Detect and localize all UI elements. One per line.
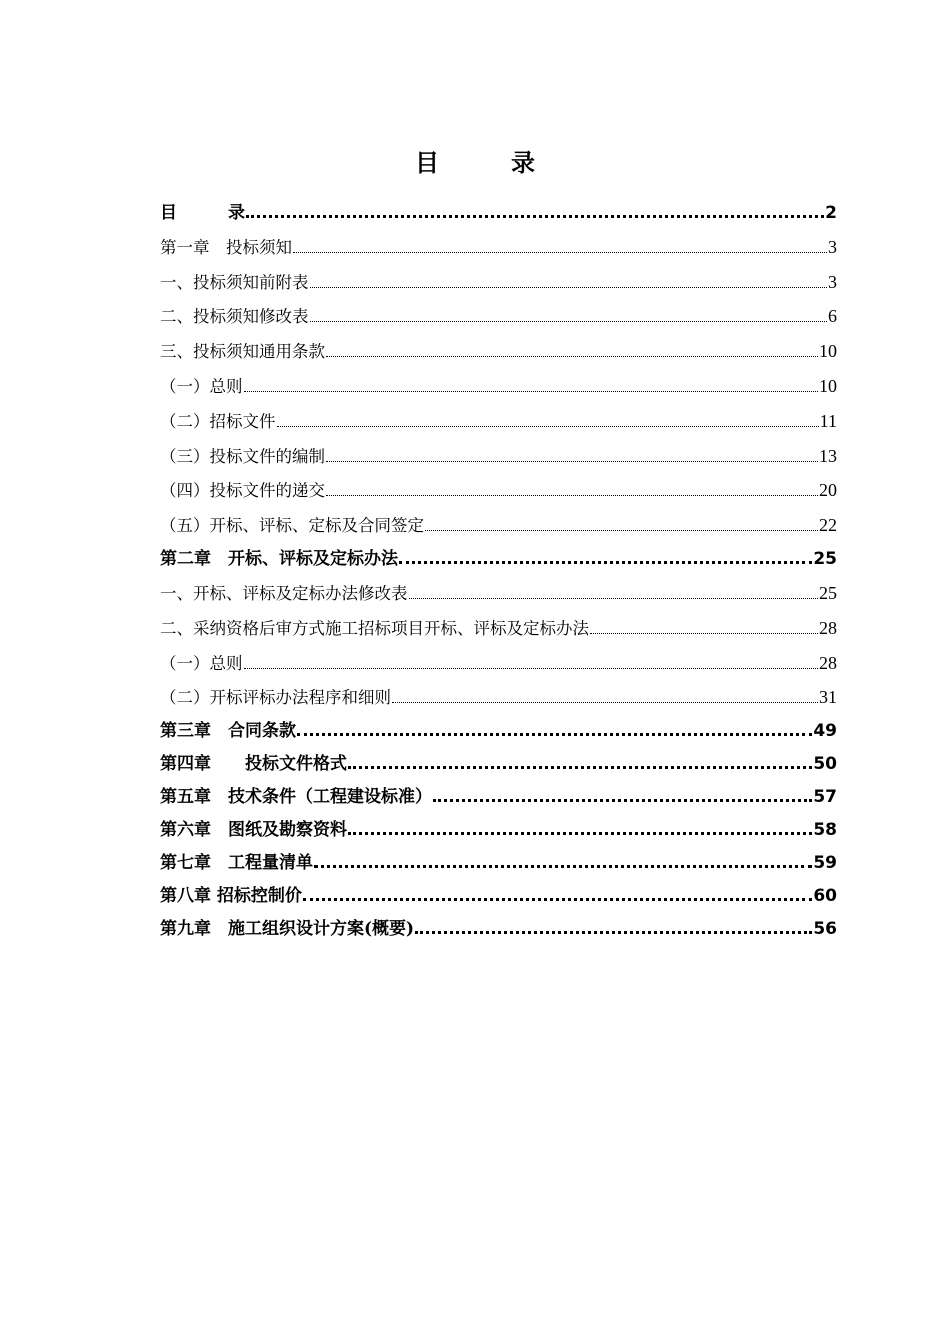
toc-entry-page-number: 11 [819,410,837,431]
toc-entry-page-number: 28 [819,652,837,673]
toc-entry[interactable] [160,674,837,709]
toc-entry-label: （三）投标文件的编制 [160,446,325,466]
toc-entry-page-number: 10 [819,375,837,396]
toc-entry-label: 三、投标须知通用条款 [160,342,325,362]
toc-entry[interactable] [160,223,837,258]
toc-entry[interactable] [160,327,837,362]
toc-entry-label: 第九章 施工组织设计方案(概要) [160,919,415,940]
toc-entry-page-number: 10 [819,341,837,362]
toc-dot-leader [348,766,812,769]
toc-dot-leader [590,633,818,634]
toc-dot-leader [348,832,812,835]
toc-dot-leader [399,561,812,564]
toc-entry-label: （五）开标、评标、定标及合同签定 [160,516,424,536]
toc-entry-label: 第六章 图纸及勘察资料 [160,820,347,841]
toc-entry[interactable] [160,362,837,397]
toc-dot-leader [392,702,818,703]
page-title: 目 录 [415,148,535,177]
toc-dot-leader [297,733,812,736]
toc-dot-leader [277,426,819,427]
toc-entry[interactable] [160,873,837,906]
toc-entry-page-number: 3 [828,271,837,292]
toc-entry[interactable] [160,906,837,939]
toc-entry-label: （一）总则 [160,653,243,673]
toc-entry-label: 第三章 合同条款 [160,721,296,742]
toc-entry-label: 第七章 工程量清单 [160,853,313,874]
toc-entry-label: 二、采纳资格后审方式施工招标项目开标、评标及定标办法 [160,618,589,638]
toc-entry-label: 第四章 投标文件格式 [160,754,347,775]
toc-dot-leader [310,321,828,322]
toc-entry[interactable] [160,569,837,604]
toc-entry-page-number: 57 [813,787,837,808]
toc-entry-page-number: 13 [819,445,837,466]
toc-dot-leader [314,865,812,868]
toc-entry-page-number: 50 [813,754,837,775]
toc-entry[interactable] [160,467,837,502]
toc-entry-page-number: 59 [813,853,837,874]
toc-entry-page-number: 49 [813,721,837,742]
toc-dot-leader [433,799,812,802]
toc-entry-label: 第二章 开标、评标及定标办法 [160,549,398,570]
toc-entry-page-number: 20 [819,480,837,501]
table-of-contents [160,190,837,939]
toc-entry-page-number: 31 [819,687,837,708]
toc-entry-page-number: 58 [813,820,837,841]
toc-entry-label: 一、开标、评标及定标办法修改表 [160,583,408,603]
toc-entry-label: （四）投标文件的递交 [160,481,325,501]
toc-entry-label: 第一章 投标须知 [160,237,292,257]
toc-dot-leader [415,931,812,934]
toc-entry[interactable] [160,741,837,774]
toc-dot-leader [326,495,818,496]
toc-entry-page-number: 22 [819,515,837,536]
toc-dot-leader [326,356,818,357]
toc-entry[interactable] [160,258,837,293]
toc-entry-page-number: 56 [813,919,837,940]
toc-entry-label: （二）开标评标办法程序和细则 [160,688,391,708]
toc-dot-leader [409,598,819,599]
toc-entry-label: （二）招标文件 [160,411,276,431]
toc-entry-label: 第八章 招标控制价 [160,886,302,907]
toc-entry[interactable] [160,840,837,873]
toc-entry[interactable] [160,432,837,467]
toc-entry[interactable] [160,293,837,328]
toc-entry-page-number: 25 [813,549,837,570]
toc-dot-leader [246,215,824,218]
toc-dot-leader [326,461,818,462]
toc-entry-page-number: 25 [819,582,837,603]
toc-dot-leader [293,252,827,253]
toc-dot-leader [244,391,819,392]
toc-entry[interactable] [160,501,837,536]
toc-entry[interactable] [160,397,837,432]
toc-dot-leader [244,668,819,669]
toc-entry[interactable] [160,190,837,223]
toc-entry[interactable] [160,807,837,840]
toc-entry[interactable] [160,604,837,639]
toc-entry-page-number: 60 [813,886,837,907]
toc-entry-page-number: 3 [828,236,837,257]
toc-entry[interactable] [160,708,837,741]
toc-dot-leader [303,898,812,901]
toc-entry[interactable] [160,536,837,569]
toc-entry-page-number: 6 [828,306,837,327]
toc-entry-label: 目 录 [160,203,245,223]
toc-entry[interactable] [160,639,837,674]
toc-dot-leader [310,287,828,288]
toc-entry-label: 二、投标须知修改表 [160,307,309,327]
toc-entry-label: （一）总则 [160,376,243,396]
toc-entry-page-number: 2 [825,203,837,223]
toc-entry[interactable] [160,774,837,807]
toc-entry-label: 一、投标须知前附表 [160,272,309,292]
toc-dot-leader [425,530,818,531]
toc-entry-page-number: 28 [819,617,837,638]
toc-entry-label: 第五章 技术条件（工程建设标准） [160,787,432,808]
